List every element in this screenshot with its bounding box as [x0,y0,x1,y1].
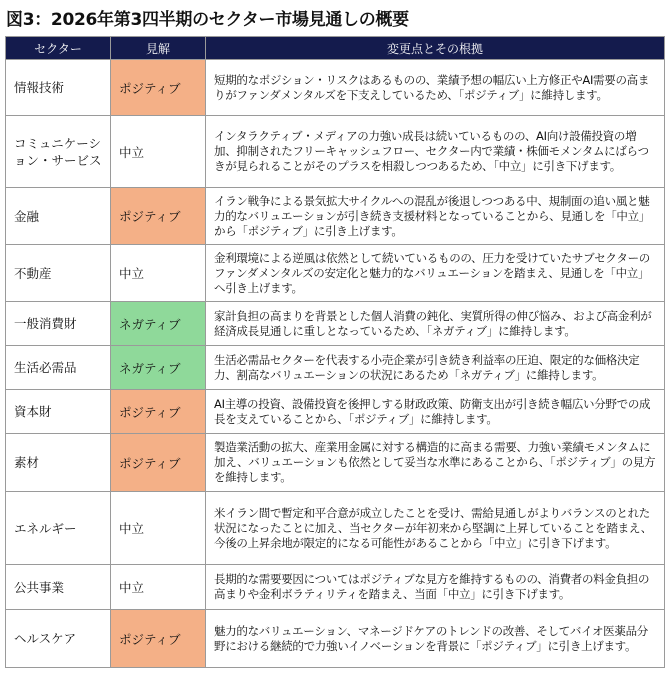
sector-outlook-table [5,36,665,668]
reason-cell: AI主導の投資、設備投資を後押しする財政政策、防衛支出が引き続き幅広い分野での成長を支えていることから、「ポジティブ」に維持します。 [206,390,665,434]
reason-cell: 生活必需品セクターを代表する小売企業が引き続き利益率の圧迫、限定的な価格決定力、割高なバリュエーションの状況にあるため「ネガティブ」に維持します。 [206,346,665,390]
sector-cell: 公共事業 [6,565,111,610]
header-sector: セクター [6,37,111,60]
view-cell: ポジティブ [111,390,206,434]
view-cell: 中立 [111,116,206,188]
header-view: 見解 [111,37,206,60]
table-header-row [6,37,665,60]
reason-cell: 家計負担の高まりを背景とした個人消費の鈍化、実質所得の伸び悩み、および高金利が経済成長見通しに重しとなっているため、「ネガティブ」に維持します。 [206,302,665,346]
table-row [6,60,665,116]
sector-cell: 資本財 [6,390,111,434]
sector-cell: 不動産 [6,245,111,302]
view-cell: ポジティブ [111,60,206,116]
view-cell: ポジティブ [111,188,206,245]
reason-cell: 製造業活動の拡大、産業用金属に対する構造的に高まる需要、力強い業績モメンタムに加え、バリュエーションも依然として妥当な水準にあることから、「ポジティブ」の見方を維持します。 [206,434,665,492]
view-cell: 中立 [111,492,206,565]
table-row [6,565,665,610]
table-row [6,188,665,245]
view-cell: 中立 [111,565,206,610]
header-reason: 変更点とその根拠 [206,37,665,60]
sector-cell: 金融 [6,188,111,245]
table-row [6,434,665,492]
reason-cell: 魅力的なバリュエーション、マネージドケアのトレンドの改善、そしてバイオ医薬品分野における継続的で力強いイノベーションを背景に「ポジティブ」に引き上げます。 [206,610,665,668]
sector-cell: 情報技術 [6,60,111,116]
table-row [6,492,665,565]
table-row [6,390,665,434]
reason-cell: 金利環境による逆風は依然として続いているものの、圧力を受けていたサブセクターのファンダメンタルズの安定化と魅力的なバリュエーションを踏まえ、見通しを「中立」へ引き上げます。 [206,245,665,302]
table-row [6,245,665,302]
reason-cell: インタラクティブ・メディアの力強い成長は続いているものの、AI向け設備投資の増加、抑制されたフリーキャッシュフロー、セクター内で業績・株価モメンタムにばらつきが見られることがそのプラスを相殺しつつあるため、「中立」に引き下げます。 [206,116,665,188]
sector-cell: ヘルスケア [6,610,111,668]
reason-cell: 短期的なポジション・リスクはあるものの、業績予想の幅広い上方修正やAI需要の高まりがファンダメンタルズを下支えしているため、「ポジティブ」に維持します。 [206,60,665,116]
view-cell: 中立 [111,245,206,302]
table-row [6,346,665,390]
sector-cell: 生活必需品 [6,346,111,390]
reason-cell: イラン戦争による景気拡大サイクルへの混乱が後退しつつある中、規制面の追い風と魅力的なバリュエーションが引き続き支援材料となっていることから、見通しを「中立」から「ポジティブ」に引き上げます。 [206,188,665,245]
sector-cell: 素材 [6,434,111,492]
sector-cell: 一般消費財 [6,302,111,346]
sector-cell: コミュニケーション・サービス [6,116,111,188]
reason-cell: 米イラン間で暫定和平合意が成立したことを受け、需給見通しがよりバランスのとれた状況になったことに加え、当セクターが年初来から堅調に上昇していることを踏まえ、今後の上昇余地が限定的になる可能性があることから「中立」に引き下げます。 [206,492,665,565]
table-row [6,302,665,346]
reason-cell: 長期的な需要要因についてはポジティブな見方を維持するものの、消費者の料金負担の高まりや金利ボラティリティを踏まえ、当面「中立」に引き下げます。 [206,565,665,610]
view-cell: ネガティブ [111,346,206,390]
page-title: 図3：2026年第3四半期のセクター市場見通しの概要 [6,10,409,30]
table-row [6,610,665,668]
view-cell: ポジティブ [111,434,206,492]
view-cell: ネガティブ [111,302,206,346]
table-row [6,116,665,188]
sector-cell: エネルギー [6,492,111,565]
view-cell: ポジティブ [111,610,206,668]
